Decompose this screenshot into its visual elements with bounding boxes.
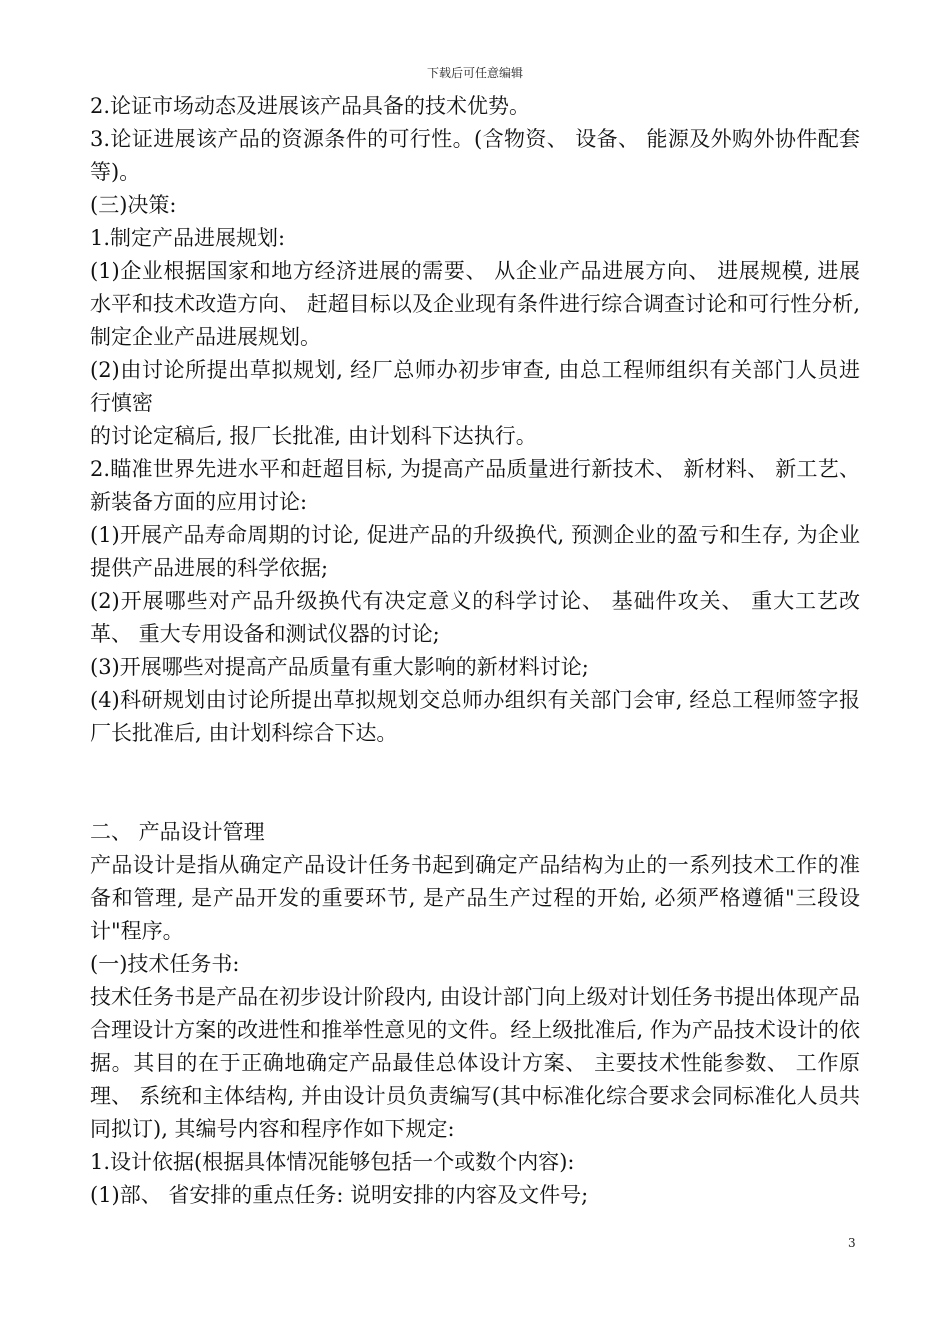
paragraph: 产品设计是指从确定产品设计任务书起到确定产品结构为止的一系列技术工作的准备和管理, 是产品开发的重要环节, 是产品生产过程的开始, 必须严格遵循"三段设计"程序。 [90,853,860,943]
paragraph: (1)开展产品寿命周期的讨论, 促进产品的升级换代, 预测企业的盈亏和生存, 为企业提供产品进展的科学依据; [90,523,860,580]
paragraph: 1.制定产品进展规划: [90,226,286,250]
paragraph: (1)企业根据国家和地方经济进展的需要、 从企业产品进展方向、 进展规模, 进展水平和技术改造方向、 赶超目标以及企业现有条件进行综合调查讨论和可行性分析, 制定企业产品进展规划。 [90,259,867,349]
section-heading: 二、 产品设计管理 [90,820,265,844]
paragraph: 的讨论定稿后, 报厂长批准, 由计划科下达执行。 [90,424,537,448]
paragraph: (3)开展哪些对提高产品质量有重大影响的新材料讨论; [90,655,589,679]
document-body [90,90,867,1212]
page-number: 3 [848,1236,856,1250]
paragraph: (1)部、 省安排的重点任务: 说明安排的内容及文件号; [90,1183,589,1207]
paragraph: 技术任务书是产品在初步设计阶段内, 由设计部门向上级对计划任务书提出体现产品合理设计方案的改进性和推举性意见的文件。经上级批准后, 作为产品技术设计的依据。其目的在于正确地确定产品最佳总体设计方案、 主要技术性能参数、 工作原理、 系统和主体结构, 并由设计员负责编写(其中标准化综合要求会同标准化人员共同拟订), 其编号内容和程序作如下规定: [90,985,860,1141]
paragraph: 2.论证市场动态及进展该产品具备的技术优势。 [90,94,531,118]
subheading: (一)技术任务书: [90,952,240,976]
paragraph: 3.论证进展该产品的资源条件的可行性。(含物资、 设备、 能源及外购外协件配套等)。 [90,127,860,184]
section-spacer [90,750,860,816]
paragraph: 1.设计依据(根据具体情况能够包括一个或数个内容): [90,1150,575,1174]
page-header: 下载后可任意编辑 [426,66,523,80]
paragraph: (4)科研规划由讨论所提出草拟规划交总师办组织有关部门会审, 经总工程师签字报厂长批准后, 由计划科综合下达。 [90,688,860,745]
paragraph: 2.瞄准世界先进水平和赶超目标, 为提高产品质量进行新技术、 新材料、 新工艺、 新装备方面的应用讨论: [90,457,867,514]
paragraph: (2)开展哪些对产品升级换代有决定意义的科学讨论、 基础件攻关、 重大工艺改革、 重大专用设备和测试仪器的讨论; [90,589,860,646]
paragraph: (2)由讨论所提出草拟规划, 经厂总师办初步审查, 由总工程师组织有关部门人员进行慎密 [90,358,860,415]
subheading: (三)决策: [90,193,177,217]
